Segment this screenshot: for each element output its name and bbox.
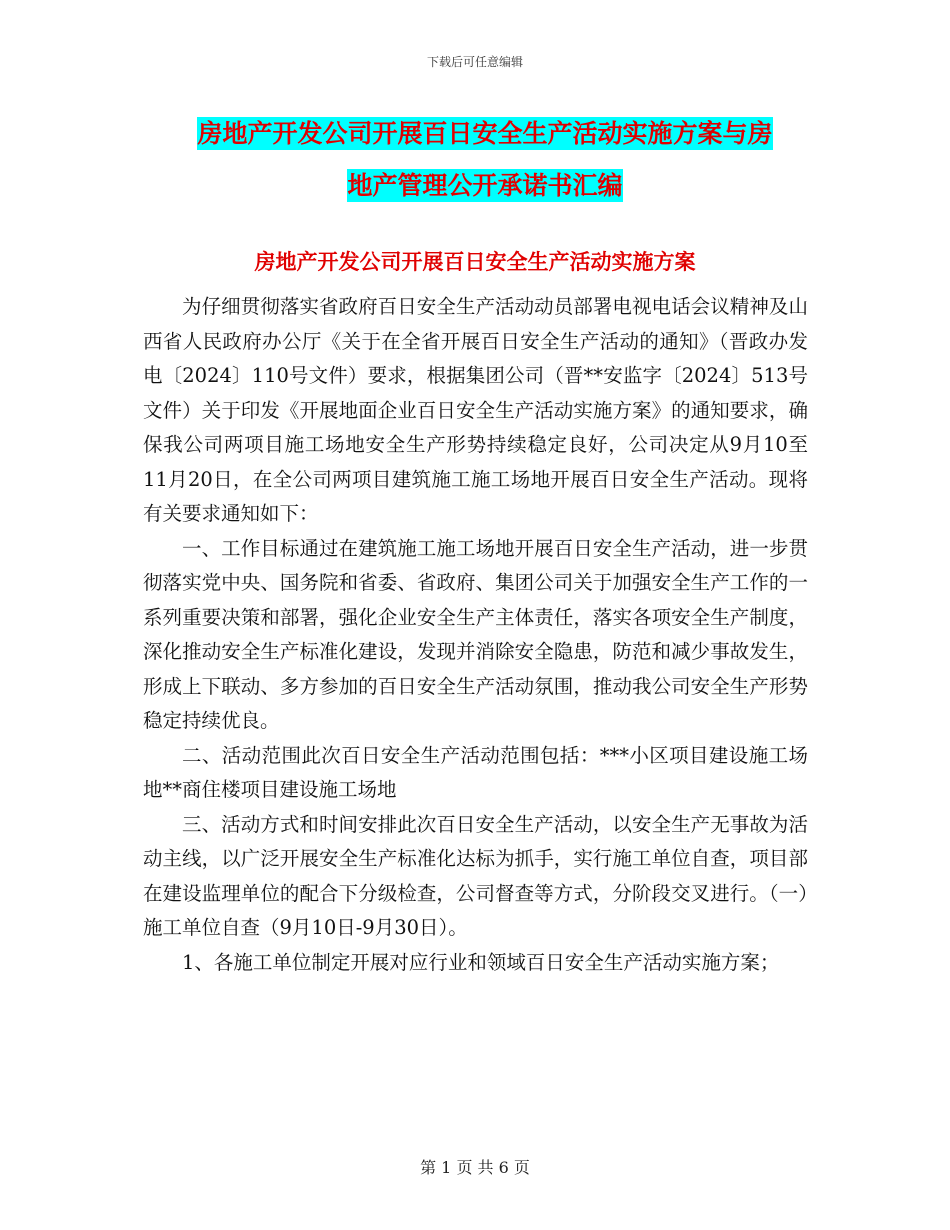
header-note: 下载后可任意编辑 xyxy=(426,55,523,69)
document-body xyxy=(143,290,808,980)
paragraph: 一、工作目标通过在建筑施工施工场地开展百日安全生产活动，进一步贯彻落实党中央、国务院和省委、省政府、集团公司关于加强安全生产工作的一系列重要决策和部署，强化企业安全生产主体责任，落实各项安全生产制度，深化推动安全生产标准化建设，发现并消除安全隐患，防范和减少事故发生，形成上下联动、多方参加的百日安全生产活动氛围，推动我公司安全生产形势稳定持续优良。 xyxy=(143,536,808,732)
document-title-line-2: 地产管理公开承诺书汇编 xyxy=(347,171,623,200)
paragraph: 为仔细贯彻落实省政府百日安全生产活动动员部署电视电话会议精神及山西省人民政府办公厅《关于在全省开展百日安全生产活动的通知》（晋政办发电〔2024〕110号文件）要求，根据集团公司（晋**安监字〔2024〕513号文件）关于印发《开展地面企业百日安全生产活动实施方案》的通知要求，确保我公司两项目施工场地安全生产形势持续稳定良好，公司决定从9月10至11月20日，在全公司两项目建筑施工施工场地开展百日安全生产活动。现将有关要求通知如下： xyxy=(143,295,808,525)
paragraph: 二、活动范围此次百日安全生产活动范围包括：***小区项目建设施工场地**商住楼项目建设施工场地 xyxy=(143,743,808,801)
section-title: 房地产开发公司开展百日安全生产活动实施方案 xyxy=(254,250,696,274)
paragraph: 1、各施工单位制定开展对应行业和领域百日安全生产活动实施方案； xyxy=(182,950,780,974)
paragraph: 三、活动方式和时间安排此次百日安全生产活动，以安全生产无事故为活动主线，以广泛开展安全生产标准化达标为抓手，实行施工单位自查，项目部在建设监理单位的配合下分级检查，公司督查等方式，分阶段交叉进行。（一）施工单位自查（9月10日-9月30日）。 xyxy=(143,812,808,939)
page-number: 第 1 页 共 6 页 xyxy=(420,1158,530,1177)
document-title xyxy=(140,108,830,212)
document-title-line-1: 房地产开发公司开展百日安全生产活动实施方案与房 xyxy=(197,119,773,148)
